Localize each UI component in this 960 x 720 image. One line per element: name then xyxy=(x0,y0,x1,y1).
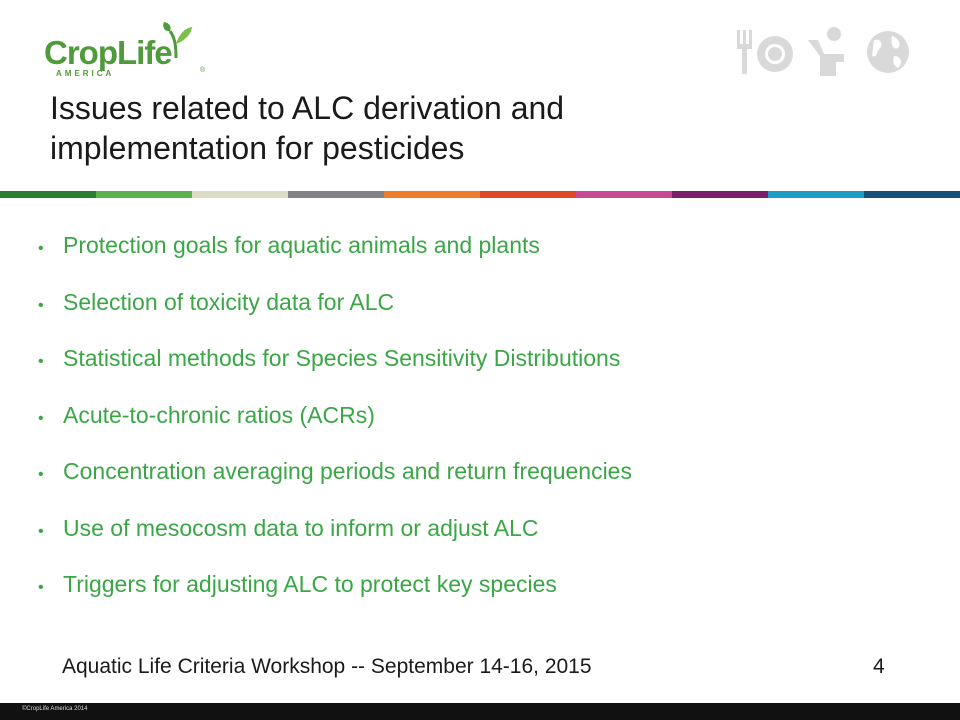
bullet-item xyxy=(38,571,632,628)
bullet-text: Concentration averaging periods and return frequencies xyxy=(63,458,632,484)
bullet-item xyxy=(38,232,632,289)
color-stripe xyxy=(384,191,480,198)
slide-title-line-1: Issues related to ALC derivation and xyxy=(50,90,565,126)
bullet-item xyxy=(38,402,632,459)
color-stripe xyxy=(576,191,672,198)
color-stripe xyxy=(96,191,192,198)
bullet-text: Selection of toxicity data for ALC xyxy=(63,288,395,315)
color-stripe xyxy=(288,191,384,198)
bullet-dot-icon: • xyxy=(38,466,44,483)
logo-subtitle: AMERICA xyxy=(56,69,115,78)
color-stripe xyxy=(192,191,288,198)
bullet-dot-icon: • xyxy=(38,296,44,314)
color-stripe-bar xyxy=(0,191,960,198)
bottom-bar xyxy=(0,703,960,720)
bullet-text: Triggers for adjusting ALC to protect key species xyxy=(63,571,557,597)
bullet-text: Use of mesocosm data to inform or adjust ALC xyxy=(63,514,539,541)
color-stripe xyxy=(480,191,576,198)
slide-title xyxy=(50,88,750,168)
color-stripe xyxy=(0,191,96,198)
globe-icon xyxy=(864,26,916,82)
bullet-dot-icon: • xyxy=(38,353,44,370)
slide-title-line-2: implementation for pesticides xyxy=(50,130,465,166)
color-stripe xyxy=(672,191,768,198)
bullet-item xyxy=(38,458,632,515)
copyright-text: ©CropLife America 2014 xyxy=(22,706,88,712)
bullet-dot-icon: • xyxy=(38,579,44,596)
color-stripe xyxy=(768,191,864,198)
color-stripe xyxy=(864,191,960,198)
bullet-item xyxy=(38,515,632,572)
croplife-logo xyxy=(44,22,214,80)
page-number: 4 xyxy=(873,655,885,678)
bullet-item xyxy=(38,345,632,402)
bullet-list xyxy=(38,232,632,628)
fork-knife-plate-icon xyxy=(734,26,800,82)
bullet-dot-icon: • xyxy=(38,522,44,540)
bullet-text: Protection goals for aquatic animals and plants xyxy=(63,232,540,258)
bullet-dot-icon: • xyxy=(38,409,44,427)
bullet-text: Statistical methods for Species Sensitivity Distributions xyxy=(63,345,621,371)
logo-name: CropLife xyxy=(44,34,172,71)
bullet-item xyxy=(38,289,632,346)
person-icon xyxy=(806,26,854,82)
footer-text: Aquatic Life Criteria Workshop -- September 14-16, 2015 xyxy=(62,655,592,678)
logo-registered-mark: ® xyxy=(200,67,206,74)
header-icons xyxy=(734,26,920,86)
bullet-text: Acute-to-chronic ratios (ACRs) xyxy=(63,401,375,428)
bullet-dot-icon: • xyxy=(38,240,44,257)
